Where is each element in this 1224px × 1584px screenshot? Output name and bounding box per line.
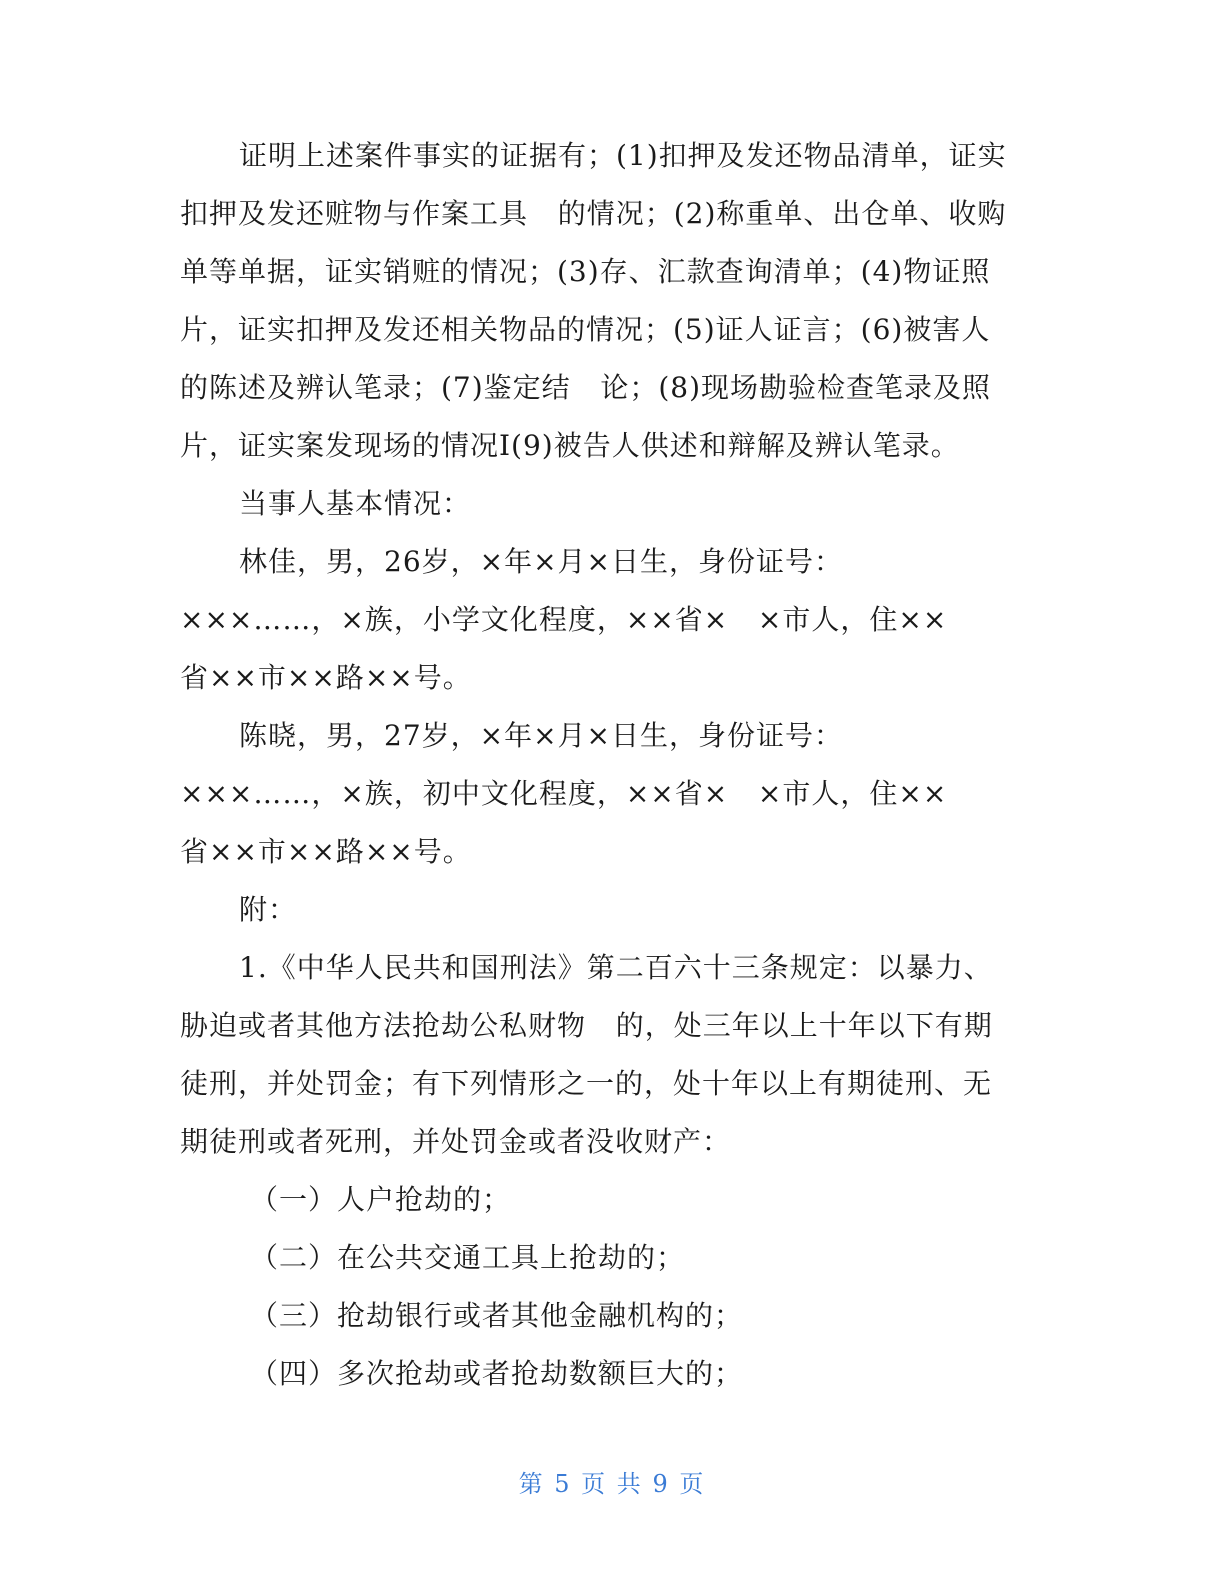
law-item: （二）在公共交通工具上抢劫的； xyxy=(250,1241,686,1274)
document-body xyxy=(180,127,1030,1403)
party2-line: 陈晓，男，27岁，×年×月×日生，身份证号： xyxy=(239,719,844,752)
evidence-line: 单等单据，证实销赃的情况；(3)存、汇款查询清单；(4)物证照 xyxy=(180,255,991,288)
page-number-footer: 第 5 页 共 9 页 xyxy=(518,1470,706,1498)
law-item: （三）抢劫银行或者其他金融机构的； xyxy=(250,1299,744,1332)
parties-heading: 当事人基本情况： xyxy=(239,487,472,520)
evidence-line: 片，证实扣押及发还相关物品的情况；(5)证人证言；(6)被害人 xyxy=(180,313,991,346)
evidence-line: 片，证实案发现场的情况Ⅰ(9)被告人供述和辩解及辨认笔录。 xyxy=(180,429,960,462)
appendix-heading: 附： xyxy=(239,893,298,926)
evidence-line: 证明上述案件事实的证据有；(1)扣押及发还物品清单，证实 xyxy=(239,139,1007,172)
law-line: 期徒刑或者死刑，并处罚金或者没收财产： xyxy=(180,1125,732,1158)
party1-line: 林佳，男，26岁，×年×月×日生，身份证号： xyxy=(239,545,844,578)
evidence-line: 扣押及发还赃物与作案工具 的情况；(2)称重单、出仓单、收购 xyxy=(180,197,1007,230)
law-line: 胁迫或者其他方法抢劫公私财物 的，处三年以上十年以下有期 xyxy=(180,1009,993,1042)
law-item: （四）多次抢劫或者抢劫数额巨大的； xyxy=(250,1357,744,1390)
law-line: 徒刑，并处罚金；有下列情形之一的，处十年以上有期徒刑、无 xyxy=(180,1067,993,1100)
law-line: 1.《中华人民共和国刑法》第二百六十三条规定：以暴力、 xyxy=(239,951,993,984)
party2-line: 省××市××路××号。 xyxy=(180,835,472,868)
party1-line: ×××……，×族，小学文化程度，××省× ×市人，住×× xyxy=(180,603,948,636)
law-item: （一）人户抢劫的； xyxy=(250,1183,512,1216)
party1-line: 省××市××路××号。 xyxy=(180,661,472,694)
evidence-line: 的陈述及辨认笔录；(7)鉴定结 论；(8)现场勘验检查笔录及照 xyxy=(180,371,992,404)
party2-line: ×××……，×族，初中文化程度，××省× ×市人，住×× xyxy=(180,777,948,810)
